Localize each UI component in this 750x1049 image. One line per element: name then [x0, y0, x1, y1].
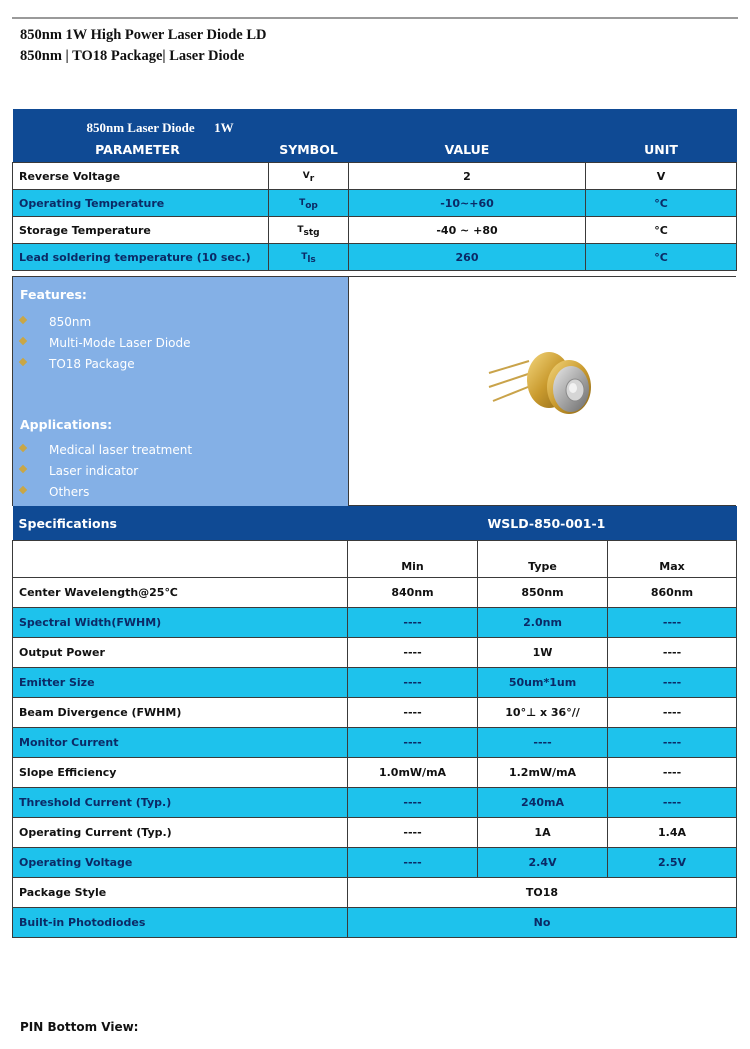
features-list — [20, 315, 191, 378]
spec-max: ---- — [608, 728, 737, 758]
spec-row — [13, 788, 737, 818]
specifications-header-row — [13, 506, 737, 541]
header-symbol: SYMBOL — [269, 136, 349, 163]
spec-min: ---- — [348, 668, 478, 698]
param-symbol: $T_{op}$ — [269, 190, 349, 217]
param-row — [13, 244, 737, 271]
spec-name: Package Style — [13, 878, 348, 908]
column-min: Min — [348, 541, 478, 578]
param-value: -40 ~ +80 — [349, 217, 586, 244]
spec-name: Center Wavelength@25℃ — [13, 578, 348, 608]
param-name: Operating Temperature — [13, 190, 269, 217]
spec-type: 240mA — [478, 788, 608, 818]
param-unit: °C — [586, 190, 737, 217]
spec-min: ---- — [348, 638, 478, 668]
diamond-bullet-icon — [19, 486, 27, 494]
list-item: Medical laser treatment — [20, 443, 192, 464]
pin-bottom-view-heading: PIN Bottom View: — [20, 1020, 139, 1034]
list-item: Others — [20, 485, 192, 506]
spec-type: 1.2mW/mA — [478, 758, 608, 788]
spec-value: No — [348, 908, 737, 938]
spec-max: ---- — [608, 758, 737, 788]
spec-type: 2.4V — [478, 848, 608, 878]
specifications-table — [12, 506, 737, 938]
spec-type: 1W — [478, 638, 608, 668]
to18-laser-diode-icon — [349, 277, 736, 505]
param-value: 2 — [349, 163, 586, 190]
param-row — [13, 217, 737, 244]
sheet-title-row — [13, 109, 737, 136]
param-unit: V — [586, 163, 737, 190]
parameters-table — [12, 109, 737, 271]
diamond-bullet-icon — [19, 444, 27, 452]
param-unit: °C — [586, 217, 737, 244]
top-divider — [12, 17, 738, 19]
spec-row — [13, 668, 737, 698]
spec-blank-header — [13, 541, 348, 578]
column-type: Type — [478, 541, 608, 578]
spec-name: Beam Divergence (FWHM) — [13, 698, 348, 728]
spec-row — [13, 818, 737, 848]
spec-max: ---- — [608, 638, 737, 668]
spec-name: Spectral Width(FWHM) — [13, 608, 348, 638]
diamond-bullet-icon — [19, 337, 27, 345]
param-unit: °C — [586, 244, 737, 271]
spec-min: ---- — [348, 788, 478, 818]
spec-type: 2.0nm — [478, 608, 608, 638]
spec-max: 860nm — [608, 578, 737, 608]
page-subtitle: 850nm | TO18 Package| Laser Diode — [20, 48, 245, 64]
spec-max: 1.4A — [608, 818, 737, 848]
spec-type: 50um*1um — [478, 668, 608, 698]
spec-max: ---- — [608, 608, 737, 638]
spec-row — [13, 608, 737, 638]
spec-row — [13, 728, 737, 758]
spec-name: Output Power — [13, 638, 348, 668]
spec-row — [13, 698, 737, 728]
param-symbol: $T_{stg}$ — [269, 217, 349, 244]
spec-type: 850nm — [478, 578, 608, 608]
spec-name: Slope Efficiency — [13, 758, 348, 788]
spec-name: Emitter Size — [13, 668, 348, 698]
list-item: 850nm — [20, 315, 191, 336]
sheet-title: 850nm Laser Diode 1W — [13, 109, 737, 136]
parameters-header-row — [13, 136, 737, 163]
specifications-heading: Specifications — [13, 506, 478, 541]
list-item: TO18 Package — [20, 357, 191, 378]
spec-name: Built-in Photodiodes — [13, 908, 348, 938]
param-name: Reverse Voltage — [13, 163, 269, 190]
spec-min: ---- — [348, 848, 478, 878]
spec-max: ---- — [608, 668, 737, 698]
spec-min: 840nm — [348, 578, 478, 608]
spec-name: Monitor Current — [13, 728, 348, 758]
spec-row — [13, 848, 737, 878]
spec-type: 10°⊥ x 36°// — [478, 698, 608, 728]
spec-row — [13, 638, 737, 668]
spec-name: Operating Current (Typ.) — [13, 818, 348, 848]
param-value: 260 — [349, 244, 586, 271]
spec-name: Operating Voltage — [13, 848, 348, 878]
photodiodes-row — [13, 908, 737, 938]
features-applications-panel — [12, 276, 736, 506]
features-section — [13, 277, 348, 408]
spec-min: ---- — [348, 728, 478, 758]
spec-min: ---- — [348, 608, 478, 638]
param-symbol: $T_{ls}$ — [269, 244, 349, 271]
list-item: Multi-Mode Laser Diode — [20, 336, 191, 357]
column-max: Max — [608, 541, 737, 578]
diamond-bullet-icon — [19, 358, 27, 366]
diamond-bullet-icon — [19, 465, 27, 473]
page-title: 850nm 1W High Power Laser Diode LD — [20, 27, 267, 43]
header-unit: UNIT — [586, 136, 737, 163]
features-heading: Features: — [20, 287, 87, 302]
applications-list — [20, 443, 192, 506]
param-name: Storage Temperature — [13, 217, 269, 244]
spec-max: ---- — [608, 788, 737, 818]
spec-max: 2.5V — [608, 848, 737, 878]
header-value: VALUE — [349, 136, 586, 163]
spec-type: ---- — [478, 728, 608, 758]
param-symbol: $V_r$ — [269, 163, 349, 190]
diamond-bullet-icon — [19, 316, 27, 324]
spec-name: Threshold Current (Typ.) — [13, 788, 348, 818]
param-name: Lead soldering temperature (10 sec.) — [13, 244, 269, 271]
spec-value: TO18 — [348, 878, 737, 908]
spec-type: 1A — [478, 818, 608, 848]
spec-row — [13, 578, 737, 608]
param-value: -10~+60 — [349, 190, 586, 217]
package-style-row — [13, 878, 737, 908]
param-row — [13, 190, 737, 217]
param-row — [13, 163, 737, 190]
model-number: WSLD-850-001-1 — [478, 506, 737, 541]
spec-max: ---- — [608, 698, 737, 728]
list-item: Laser indicator — [20, 464, 192, 485]
product-image — [348, 277, 736, 505]
spec-min: ---- — [348, 698, 478, 728]
spec-row — [13, 758, 737, 788]
header-parameter: PARAMETER — [13, 136, 269, 163]
spec-columns-row — [13, 541, 737, 578]
spec-min: 1.0mW/mA — [348, 758, 478, 788]
applications-heading: Applications: — [20, 417, 113, 432]
spec-min: ---- — [348, 818, 478, 848]
applications-section — [13, 407, 348, 507]
